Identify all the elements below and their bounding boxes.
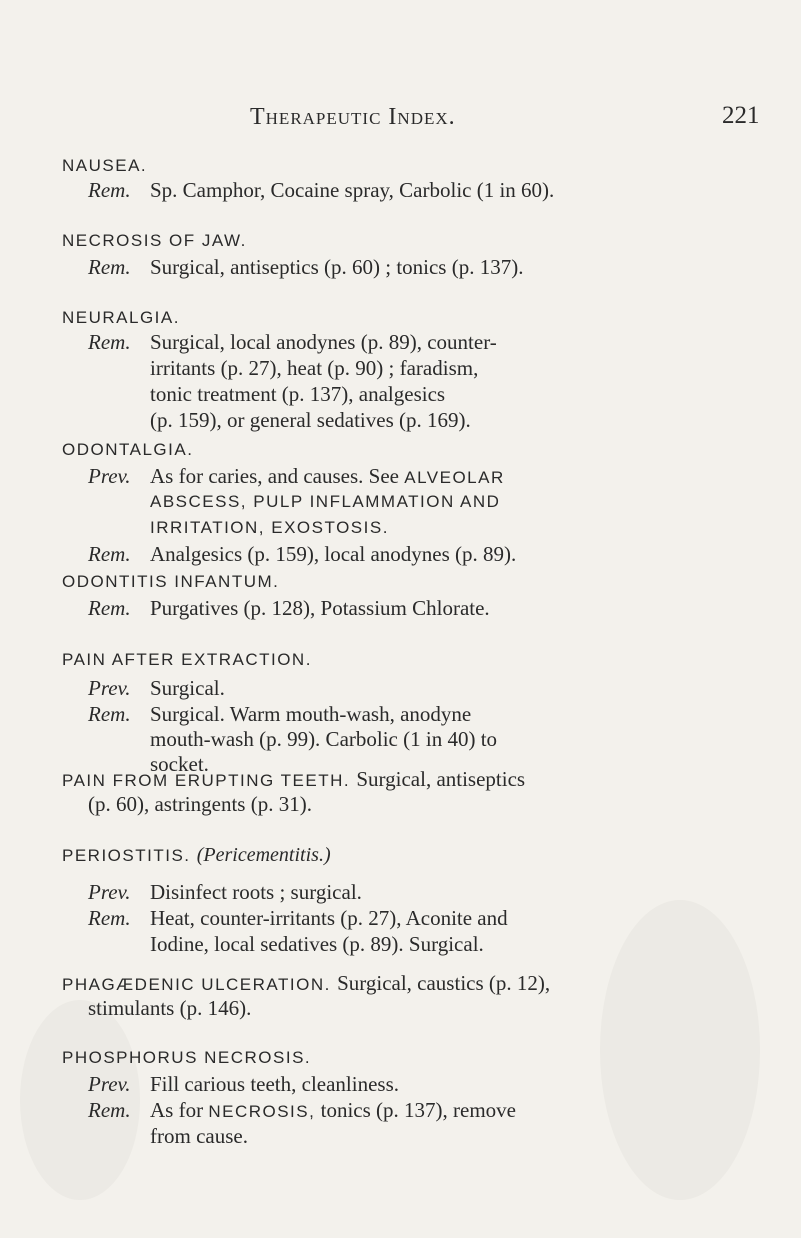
entry-text: Analgesics (p. 159), local anodynes (p. 89). (150, 542, 517, 566)
entry-line (88, 1072, 788, 1097)
entry-text: (p. 60), astringents (p. 31). (88, 792, 312, 816)
entry-heading-label: PERIOSTITIS. (62, 846, 191, 865)
entry-text: Surgical. Warm mouth-wash, anodyne (150, 702, 472, 726)
entry-text: Surgical, caustics (p. 12), (337, 971, 551, 995)
entry-label: Rem. (88, 596, 131, 620)
entry-label: Rem. (88, 178, 131, 202)
entry-line (88, 596, 788, 621)
entry-label: Prev. (88, 464, 131, 488)
entry-text: Surgical, local anodynes (p. 89), counter- (150, 330, 497, 354)
entry-label: Rem. (88, 906, 131, 930)
entry-heading: ODONTITIS INFANTUM. (62, 572, 280, 591)
entry-heading-label: PAIN FROM ERUPTING TEETH. (62, 771, 351, 790)
entry-label: Prev. (88, 1072, 131, 1096)
entry-text: socket. (150, 752, 209, 776)
entry-text: irritants (p. 27), heat (p. 90) ; faradism, (150, 356, 479, 380)
entry-text: As for (150, 1098, 204, 1122)
entry-text: tonics (p. 137), remove (320, 1098, 516, 1122)
entry-text: Surgical. (150, 676, 225, 700)
entry-heading (62, 971, 550, 996)
entry-label: Rem. (88, 255, 131, 279)
cross-reference: NECROSIS, (208, 1102, 316, 1121)
entry-label: Rem. (88, 330, 131, 354)
entry-line (88, 906, 788, 931)
entry-heading (62, 844, 331, 867)
entry-text: Surgical, antiseptics (p. 60) ; tonics (p. 137). (150, 255, 524, 279)
entry-heading: NECROSIS OF JAW. (62, 231, 247, 250)
cross-reference: ABSCESS, PULP INFLAMMATION AND (150, 492, 501, 511)
cross-reference: IRRITATION, EXOSTOSIS. (150, 518, 389, 537)
entry-line (88, 880, 788, 905)
paper-stain (600, 900, 760, 1200)
entry-line (88, 702, 788, 727)
entry-line (88, 464, 788, 489)
entry-line (88, 178, 788, 203)
entry-text: tonic treatment (p. 137), analgesics (150, 382, 446, 406)
entry-text: Fill carious teeth, cleanliness. (150, 1072, 400, 1096)
entry-text: (p. 159), or general sedatives (p. 169). (150, 408, 471, 432)
entry-text: Sp. Camphor, Cocaine spray, Carbolic (1 in 60). (150, 178, 555, 202)
entry-text: stimulants (p. 146). (88, 996, 252, 1020)
cross-reference: ALVEOLAR (404, 468, 505, 487)
entry-text: Heat, counter-irritants (p. 27), Aconite and (150, 906, 508, 930)
entry-heading-label: PHAGÆDENIC ULCERATION. (62, 975, 331, 994)
entry-label: Rem. (88, 542, 131, 566)
entry-line (88, 1098, 788, 1123)
entry-label: Prev. (88, 676, 131, 700)
entry-line (88, 676, 788, 701)
entry-text: mouth-wash (p. 99). Carbolic (1 in 40) to (150, 727, 498, 751)
entry-text: Iodine, local sedatives (p. 89). Surgical. (150, 932, 484, 956)
entry-heading (62, 767, 525, 792)
entry-label: Prev. (88, 880, 131, 904)
entry-text: from cause. (150, 1124, 248, 1148)
entry-heading: PHOSPHORUS NECROSIS. (62, 1048, 312, 1067)
entry-synonym: (Pericementitis.) (196, 844, 331, 866)
entry-line (88, 542, 788, 567)
entry-heading: PAIN AFTER EXTRACTION. (62, 650, 312, 669)
entry-label: Rem. (88, 1098, 131, 1122)
entry-text: Disinfect roots ; surgical. (150, 880, 362, 904)
entry-line (88, 330, 788, 355)
entry-line (88, 255, 788, 280)
entry-heading: NEURALGIA. (62, 308, 180, 327)
entry-text: Purgatives (p. 128), Potassium Chlorate. (150, 596, 490, 620)
entry-text: As for caries, and causes. See (150, 464, 399, 488)
page-number: 221 (722, 102, 760, 129)
entry-heading: NAUSEA. (62, 156, 148, 175)
entry-text: Surgical, antiseptics (356, 767, 526, 791)
entry-heading: ODONTALGIA. (62, 440, 194, 459)
running-title: Therapeutic Index. (250, 104, 456, 130)
entry-label: Rem. (88, 702, 131, 726)
